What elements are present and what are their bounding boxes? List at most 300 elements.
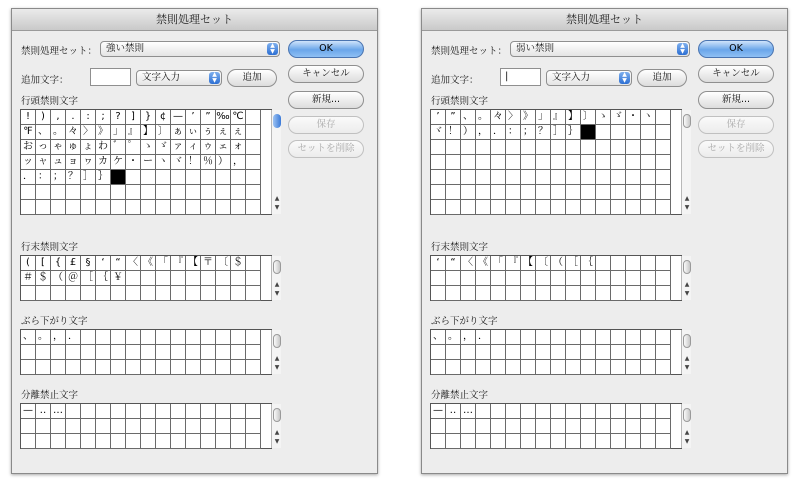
grid-cell[interactable] [111,345,126,360]
scroll-up-icon[interactable]: ▲ [274,281,280,288]
grid-cell[interactable] [446,271,461,286]
grid-cell[interactable]: — [171,110,186,125]
grid-cell[interactable] [611,125,626,140]
grid-cell[interactable] [626,140,641,155]
grid-cell[interactable]: , [51,110,66,125]
grid-cell[interactable] [566,271,581,286]
grid-cell[interactable]: ョ [66,155,81,170]
grid-cell[interactable] [111,185,126,200]
ok-button[interactable]: OK [698,40,774,58]
grid-cell[interactable] [521,185,536,200]
grid-cell[interactable] [246,140,261,155]
grid-cell[interactable]: “ [446,256,461,271]
grid-cell[interactable] [126,345,141,360]
grid-cell[interactable] [446,434,461,449]
grid-cell[interactable] [521,345,536,360]
grid-cell[interactable]: 〕 [156,125,171,140]
grid-cell[interactable] [216,330,231,345]
grid-cell[interactable]: ＄ [36,271,51,286]
grid-cell[interactable]: { [51,256,66,271]
grid-cell[interactable] [141,419,156,434]
grid-cell[interactable] [476,170,491,185]
grid-cell[interactable] [641,345,656,360]
grid-cell[interactable] [656,256,671,271]
grid-cell[interactable] [431,185,446,200]
grid-cell[interactable] [216,271,231,286]
grid-cell[interactable] [551,360,566,375]
grid-cell[interactable] [656,155,671,170]
grid-cell[interactable] [551,286,566,301]
grid-cell[interactable]: ． [491,125,506,140]
grid-cell[interactable] [231,170,246,185]
grid-cell[interactable] [431,286,446,301]
grid-cell[interactable]: : [81,110,96,125]
grid-cell[interactable]: 。 [51,125,66,140]
set-select[interactable] [100,41,280,57]
add-char-input[interactable] [90,68,131,86]
grid-cell[interactable]: 】 [566,110,581,125]
grid-cell[interactable]: 々 [491,110,506,125]
grid-cell[interactable] [171,170,186,185]
grid-cell[interactable] [491,170,506,185]
grid-cell[interactable] [641,419,656,434]
grid-cell[interactable]: ； [521,125,536,140]
grid-cell[interactable] [521,404,536,419]
grid-cell[interactable] [171,330,186,345]
grid-cell[interactable] [611,140,626,155]
grid-cell[interactable] [476,286,491,301]
grid-cell[interactable] [641,155,656,170]
grid-cell[interactable]: 〈 [126,256,141,271]
grid-cell[interactable] [491,140,506,155]
grid-cell[interactable] [21,286,36,301]
grid-cell[interactable] [656,271,671,286]
grid-cell[interactable] [521,286,536,301]
grid-cell[interactable] [126,419,141,434]
grid-cell[interactable] [246,271,261,286]
input-mode-select[interactable] [136,70,222,86]
grid-cell[interactable] [581,434,596,449]
grid-cell[interactable] [536,419,551,434]
grid-cell[interactable] [201,434,216,449]
grid-cell[interactable] [126,330,141,345]
grid-cell[interactable]: ゞ [611,110,626,125]
grid-cell[interactable] [461,200,476,215]
grid-cell[interactable]: っ [36,140,51,155]
grid-cell[interactable] [611,286,626,301]
grid-cell[interactable] [36,419,51,434]
grid-cell[interactable] [461,419,476,434]
grid-cell[interactable] [186,330,201,345]
grid-cell[interactable] [521,155,536,170]
grid-cell[interactable] [566,286,581,301]
grid-cell[interactable] [21,200,36,215]
grid-cell[interactable]: 【 [521,256,536,271]
grid-cell[interactable] [491,271,506,286]
grid-cell[interactable] [581,286,596,301]
grid-cell[interactable] [216,200,231,215]
grid-cell[interactable]: § [81,256,96,271]
grid-cell[interactable] [186,345,201,360]
grid-cell[interactable] [96,419,111,434]
grid-cell[interactable]: ) [36,110,51,125]
grid-cell[interactable] [521,419,536,434]
grid-cell[interactable] [51,419,66,434]
grid-cell[interactable]: 〔 [536,256,551,271]
grid-cell[interactable] [506,286,521,301]
scroll-up-icon[interactable]: ▲ [274,429,280,436]
grid-cell[interactable] [626,404,641,419]
grid-cell[interactable]: ュ [51,155,66,170]
grid-cell[interactable]: £ [66,256,81,271]
grid-cell[interactable]: ゛ [111,140,126,155]
grid-cell[interactable]: 』 [551,110,566,125]
grid-cell[interactable]: ］ [81,170,96,185]
grid-cell[interactable]: 』 [126,125,141,140]
grid-cell[interactable]: ゃ [51,140,66,155]
grid-cell[interactable] [641,200,656,215]
grid-cell[interactable]: ぅ [201,125,216,140]
grid-cell[interactable]: ゜ [126,140,141,155]
cancel-button[interactable]: キャンセル [288,65,364,83]
grid-cell[interactable]: 々 [66,125,81,140]
grid-cell[interactable] [246,200,261,215]
grid-cell[interactable] [51,200,66,215]
grid-cell[interactable] [551,140,566,155]
grid-cell[interactable] [216,170,231,185]
add-button[interactable]: 追加 [227,69,277,87]
grid-cell[interactable]: 【 [186,256,201,271]
grid-cell[interactable] [96,185,111,200]
grid-cell[interactable] [156,185,171,200]
grid-cell[interactable]: ＃ [21,271,36,286]
grid-cell[interactable]: ( [21,256,36,271]
grid-cell[interactable] [596,170,611,185]
grid-cell[interactable] [186,419,201,434]
scroll-up-icon[interactable]: ▲ [684,429,690,436]
delete-set-button[interactable]: セットを削除 [288,140,364,158]
grid-cell[interactable] [461,140,476,155]
grid-cell[interactable] [506,170,521,185]
grid-cell[interactable]: ! [21,110,36,125]
grid-cell[interactable] [186,404,201,419]
grid-cell[interactable] [551,155,566,170]
grid-cell[interactable] [171,200,186,215]
grid-cell[interactable]: ［ [81,271,96,286]
grid-cell[interactable] [506,185,521,200]
grid-cell[interactable] [521,140,536,155]
grid-cell[interactable] [461,434,476,449]
grid-cell[interactable] [626,185,641,200]
grid-cell[interactable] [611,256,626,271]
grid-cell[interactable]: ッ [21,155,36,170]
grid-cell[interactable] [141,200,156,215]
scroll-down-icon[interactable]: ▼ [274,438,280,445]
grid-cell[interactable] [201,345,216,360]
grid-cell[interactable] [431,155,446,170]
grid-cell[interactable] [201,185,216,200]
grid-cell[interactable]: ァ [171,140,186,155]
grid-cell[interactable] [596,360,611,375]
grid-cell[interactable] [186,286,201,301]
grid-cell[interactable]: 〉 [81,125,96,140]
grid-cell[interactable] [626,155,641,170]
scroll-thumb[interactable] [683,334,691,348]
grid-cell[interactable]: … [461,404,476,419]
grid-cell[interactable] [626,360,641,375]
grid-cell[interactable] [81,419,96,434]
grid-cell[interactable]: 、 [461,110,476,125]
grid-cell[interactable] [81,345,96,360]
grid-cell[interactable] [171,185,186,200]
grid-cell[interactable] [231,345,246,360]
grid-cell[interactable] [51,345,66,360]
grid-cell[interactable] [186,360,201,375]
grid-cell[interactable] [581,330,596,345]
grid-cell[interactable] [201,330,216,345]
grid-cell[interactable]: ヾ [431,125,446,140]
grid-cell[interactable] [596,330,611,345]
grid-cell[interactable] [171,360,186,375]
grid-cell[interactable]: ： [36,170,51,185]
grid-cell[interactable] [611,155,626,170]
grid-cell[interactable] [551,419,566,434]
grid-cell[interactable] [536,434,551,449]
grid-cell[interactable] [626,200,641,215]
grid-cell[interactable] [216,419,231,434]
grid-cell[interactable] [566,200,581,215]
grid-cell[interactable] [246,404,261,419]
grid-cell[interactable] [141,434,156,449]
grid-cell[interactable] [246,419,261,434]
grid-cell[interactable]: 〈 [461,256,476,271]
grid-cell[interactable] [36,434,51,449]
grid-cell[interactable] [446,419,461,434]
grid-cell[interactable] [186,185,201,200]
grid-cell[interactable] [246,360,261,375]
grid-cell[interactable] [461,345,476,360]
grid-cell[interactable] [491,345,506,360]
grid-cell[interactable] [231,419,246,434]
grid-cell[interactable] [476,271,491,286]
grid-cell[interactable] [126,286,141,301]
grid-cell[interactable] [171,286,186,301]
grid-cell[interactable]: ） [216,155,231,170]
grid-cell[interactable] [491,330,506,345]
grid-cell[interactable] [446,170,461,185]
grid-cell[interactable] [111,330,126,345]
grid-cell[interactable] [81,404,96,419]
grid-cell[interactable] [111,419,126,434]
grid-cell[interactable]: ー [141,155,156,170]
grid-cell[interactable] [491,200,506,215]
grid-cell[interactable] [491,185,506,200]
grid-cell[interactable] [656,185,671,200]
grid-cell[interactable]: [ [36,256,51,271]
grid-cell[interactable] [656,404,671,419]
scroll-thumb[interactable] [273,260,281,274]
grid-cell[interactable] [536,140,551,155]
grid-cell[interactable] [156,434,171,449]
scroll-down-icon[interactable]: ▼ [684,438,690,445]
grid-cell[interactable] [596,345,611,360]
grid-cell[interactable] [446,345,461,360]
grid-cell[interactable]: ’ [431,110,446,125]
grid-cell[interactable] [461,155,476,170]
grid-cell[interactable]: ‥ [446,404,461,419]
add-button[interactable]: 追加 [637,69,687,87]
grid-cell[interactable] [566,345,581,360]
grid-cell[interactable] [156,271,171,286]
grid-cell[interactable] [536,271,551,286]
grid-cell[interactable] [246,155,261,170]
grid-cell[interactable] [171,271,186,286]
grid-cell[interactable] [566,185,581,200]
grid-cell[interactable]: ＄ [231,256,246,271]
grid-cell[interactable] [626,434,641,449]
grid-cell[interactable] [566,419,581,434]
grid-cell[interactable] [626,125,641,140]
grid-cell[interactable] [36,360,51,375]
grid-cell[interactable] [536,345,551,360]
grid-cell[interactable] [141,271,156,286]
grid-cell[interactable]: 『 [171,256,186,271]
grid-cell[interactable] [96,345,111,360]
grid-cell[interactable] [476,360,491,375]
grid-cell[interactable] [461,286,476,301]
grid-cell[interactable] [141,404,156,419]
grid-cell[interactable] [231,200,246,215]
grid-cell[interactable] [156,360,171,375]
grid-cell[interactable] [446,286,461,301]
grid-cell[interactable]: ゥ [201,140,216,155]
grid-cell[interactable]: ） [461,125,476,140]
grid-cell[interactable] [156,345,171,360]
grid-cell[interactable]: ゅ [66,140,81,155]
grid-cell[interactable]: ヽ [156,155,171,170]
grid-cell[interactable] [521,170,536,185]
grid-cell[interactable] [521,200,536,215]
grid-cell[interactable]: 、 [36,125,51,140]
grid-cell[interactable] [431,271,446,286]
grid-cell[interactable] [536,360,551,375]
grid-cell[interactable]: 《 [141,256,156,271]
grid-cell[interactable] [461,185,476,200]
grid-cell[interactable]: ｝ [566,125,581,140]
grid-cell[interactable]: ． [21,170,36,185]
grid-cell[interactable] [231,404,246,419]
grid-cell[interactable]: … [51,404,66,419]
grid-cell[interactable] [536,185,551,200]
scroll-up-icon[interactable]: ▲ [684,355,690,362]
grid-cell[interactable]: ゝ [141,140,156,155]
no-break-grid[interactable] [20,403,272,449]
grid-cell[interactable] [201,200,216,215]
grid-cell[interactable] [201,170,216,185]
grid-cell[interactable] [581,360,596,375]
grid-cell[interactable] [611,170,626,185]
scroll-down-icon[interactable]: ▼ [684,204,690,211]
scroll-down-icon[interactable]: ▼ [274,364,280,371]
grid-cell[interactable] [216,345,231,360]
grid-cell[interactable] [656,286,671,301]
grid-cell[interactable] [81,200,96,215]
grid-cell[interactable] [126,360,141,375]
grid-cell[interactable] [126,404,141,419]
grid-cell[interactable] [611,271,626,286]
scroll-up-icon[interactable]: ▲ [684,281,690,288]
grid-cell[interactable] [641,360,656,375]
grid-cell[interactable] [246,125,261,140]
hanging-scrollbar[interactable] [681,330,691,374]
grid-cell[interactable] [36,185,51,200]
grid-cell[interactable] [461,360,476,375]
grid-cell[interactable]: “ [111,256,126,271]
grid-cell[interactable] [656,434,671,449]
line-end-scrollbar[interactable] [681,256,691,300]
grid-cell[interactable]: ｛ [96,271,111,286]
grid-cell[interactable] [551,170,566,185]
grid-cell[interactable] [641,434,656,449]
delete-set-button[interactable]: セットを削除 [698,140,774,158]
grid-cell[interactable] [171,434,186,449]
grid-cell[interactable]: ] [126,110,141,125]
line-end-grid[interactable] [20,255,272,301]
grid-cell[interactable] [476,155,491,170]
grid-cell[interactable] [566,155,581,170]
grid-cell[interactable]: ‘ [431,256,446,271]
grid-cell[interactable] [246,434,261,449]
grid-cell[interactable] [581,271,596,286]
grid-cell[interactable]: 〒 [201,256,216,271]
grid-cell[interactable]: ぁ [171,125,186,140]
scroll-thumb[interactable] [273,408,281,422]
no-break-scrollbar[interactable] [271,404,281,448]
grid-cell[interactable]: ゝ [596,110,611,125]
grid-cell[interactable] [581,404,596,419]
grid-cell[interactable] [21,419,36,434]
grid-cell[interactable] [36,200,51,215]
grid-cell-selected[interactable] [111,170,126,185]
grid-cell[interactable]: ヮ [81,155,96,170]
grid-cell[interactable] [171,345,186,360]
grid-cell[interactable] [96,200,111,215]
hanging-scrollbar[interactable] [271,330,281,374]
grid-cell[interactable] [66,360,81,375]
grid-cell[interactable] [656,345,671,360]
grid-cell[interactable] [126,434,141,449]
grid-cell[interactable]: （ [51,271,66,286]
grid-cell[interactable]: ， [231,155,246,170]
grid-cell[interactable] [596,155,611,170]
grid-cell[interactable]: ， [476,125,491,140]
grid-cell[interactable] [246,110,261,125]
grid-cell[interactable] [66,419,81,434]
grid-cell[interactable]: ェ [216,140,231,155]
grid-cell[interactable] [141,185,156,200]
grid-cell[interactable]: ょ [81,140,96,155]
hanging-grid[interactable] [430,329,682,375]
grid-cell[interactable]: ； [51,170,66,185]
grid-cell[interactable] [201,360,216,375]
grid-cell[interactable] [476,404,491,419]
grid-cell[interactable] [626,286,641,301]
grid-cell[interactable] [581,185,596,200]
scroll-down-icon[interactable]: ▼ [684,290,690,297]
grid-cell[interactable]: 》 [96,125,111,140]
grid-cell[interactable] [66,345,81,360]
grid-cell[interactable] [461,271,476,286]
